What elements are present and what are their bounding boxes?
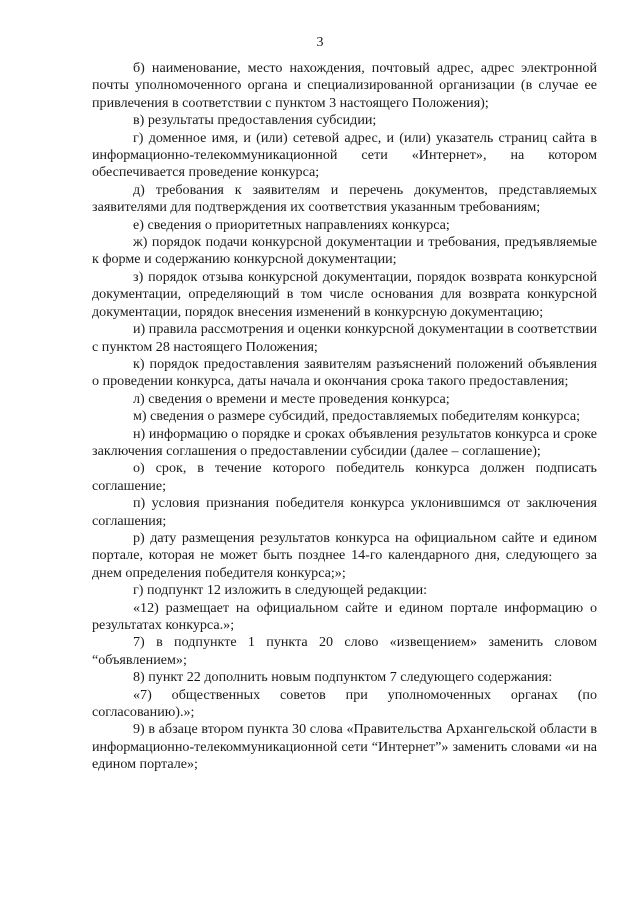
- paragraph: г) доменное имя, и (или) сетевой адрес, и (или) указатель страниц сайта в информационно-телекоммуникационной сети «Интернет», на котором обеспечивается проведение конкурса;: [92, 129, 597, 181]
- document-body: [92, 60, 597, 774]
- paragraph: б) наименование, место нахождения, почтовый адрес, адрес электронной почты уполномоченного органа и специализированной организации (в случае ее привлечения в соответствии с пунктом 3 настоящего Положения);: [92, 60, 597, 111]
- paragraph: о) срок, в течение которого победитель конкурса должен подписать соглашение;: [92, 460, 597, 494]
- paragraph: г) подпункт 12 изложить в следующей редакции:: [133, 582, 428, 599]
- paragraph: 8) пункт 22 дополнить новым подпунктом 7 следующего содержания:: [133, 669, 553, 686]
- paragraph: з) порядок отзыва конкурсной документации, порядок возврата конкурсной документации, определяющий в том числе основания для возврата конкурсной документации, порядок внесения изменений в конкурсную документацию;: [92, 268, 597, 320]
- paragraph: «7) общественных советов при уполномоченных органах (по согласованию).»;: [92, 686, 597, 721]
- paragraph: и) правила рассмотрения и оценки конкурсной документации в соответствии с пунктом 28 настоящего Положения;: [92, 321, 597, 355]
- paragraph: «12) размещает на официальном сайте и едином портале информацию о результатах конкурса.»;: [92, 599, 597, 633]
- paragraph: 7) в подпункте 1 пункта 20 слово «извещением» заменить словом “объявлением»;: [92, 634, 597, 668]
- paragraph: е) сведения о приоритетных направлениях конкурса;: [133, 216, 450, 233]
- paragraph: в) результаты предоставления субсидии;: [133, 112, 377, 129]
- paragraph: 9) в абзаце втором пункта 30 слова «Правительства Архангельской области в информационно-телекоммуникационной сети “Интернет”» заменить словами «и на едином портале»;: [92, 721, 597, 773]
- paragraph: м) сведения о размере субсидий, предоставляемых победителям конкурса;: [133, 408, 581, 425]
- paragraph: к) порядок предоставления заявителям разъяснений положений объявления о проведении конкурса, даты начала и окончания срока такого предоставления;: [92, 355, 597, 390]
- page-number: 3: [316, 35, 324, 50]
- paragraph: ж) порядок подачи конкурсной документации и требования, предъявляемые к форме и содержанию конкурсной документации;: [92, 234, 597, 268]
- paragraph: д) требования к заявителям и перечень документов, представляемых заявителями для подтверждения их соответствия указанным требованиям;: [92, 181, 597, 216]
- paragraph: л) сведения о времени и месте проведения конкурса;: [133, 390, 450, 407]
- paragraph: р) дату размещения результатов конкурса на официальном сайте и едином портале, которая не может быть позднее 14-го календарного дня, следующего за днем определения победителя конкурса;»;: [92, 529, 597, 581]
- paragraph: н) информацию о порядке и сроках объявления результатов конкурса и сроке заключения соглашения о предоставлении субсидии (далее – соглашение);: [92, 425, 597, 459]
- paragraph: п) условия признания победителя конкурса уклонившимся от заключения соглашения;: [92, 495, 597, 529]
